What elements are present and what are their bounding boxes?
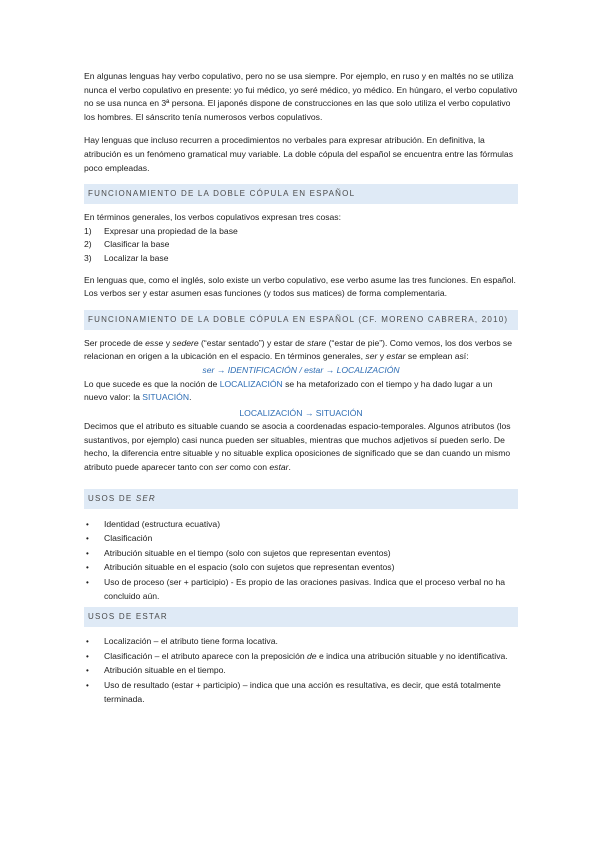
section1-paragraph: En lenguas que, como el inglés, solo existe un verbo copulativo, ese verbo asume las tres funciones. En español. Los verbos ser y estar asumen esas funciones (y todos sus matices) de forma complementaria. [84,274,516,299]
list-item: • Atribución situable en el tiempo. [84,664,518,678]
bullet-icon: • [86,563,89,573]
list-item: • Uso de resultado (estar + participio) – indica que una acción es resultativa, es decir, que está totalmente terminada. [86,680,501,704]
formula-localizacion-situacion: LOCALIZACIÓN → SITUACIÓN [239,407,363,418]
bullet-icon: • [86,548,89,558]
list-item: • Identidad (estructura ecuativa) [84,518,518,532]
list-item: • Clasificación – el atributo aparece con la preposición de e indica una atribución situable y no identificativa. [84,650,518,664]
formula-ser-estar: ser → IDENTIFICACIÓN / estar → LOCALIZACIÓN [202,364,400,375]
intro-paragraph-1: En algunas lenguas hay verbo copulativo, pero no se usa siempre. Por ejemplo, en ruso y en maltés no se utiliza nunca el verbo copulativo en presente: yo fui médico, yo seré médico, yo médico. En húngaro, el verbo copulativo no se usa nunca en 3ª persona. El japonés dispone de construcciones en las que solo utiliza el verbo copulativo los hombres. El sánscrito tenía numerosos verbos copulativos. [84,71,518,122]
bullet-icon: • [86,651,89,661]
situacion-term: SITUACIÓN [142,392,190,403]
section-heading-moreno-cabrera: FUNCIONAMIENTO DE LA DOBLE CÓPULA EN ESPAÑOL (CF. MORENO CABRERA, 2010) [84,310,518,330]
document-page [84,70,518,707]
section2-paragraph-3: Decimos que el atributo es situable cuando se asocia a coordenadas espacio-temporales. Algunos atributos (los sustantivos, por ejemplo) casi nunca pueden ser situables, mientras que muchos adjetivos sí pueden serlo. De hecho, la diferencia entre situable y no situable explica oposiciones de significado que se dan cuando un mismo atributo puede aparecer tanto con ser como con estar. [84,421,511,473]
numbered-list [84,225,518,266]
localizacion-term: LOCALIZACIÓN [219,378,283,389]
section2-paragraph-1: Ser procede de esse y sedere (“estar sentado”) y estar de stare (“estar de pie”). Como vemos, los dos verbos se relacionan en origen a la ubicación en el espacio. En términos generales, ser y estar se emplean así: [84,337,512,362]
section1-lead: En términos generales, los verbos copulativos expresan tres cosas: [84,212,341,223]
bullet-icon: • [86,519,89,529]
section-heading-doble-copula: FUNCIONAMIENTO DE LA DOBLE CÓPULA EN ESPAÑOL [84,184,518,204]
usos-estar-list [84,635,518,706]
list-item: • Atribución situable en el tiempo (solo con sujetos que representan eventos) [84,547,518,561]
section-heading-usos-ser: USOS DE SER [84,489,518,509]
section2-paragraph-2: Lo que sucede es que la noción de LOCALIZACIÓN se ha metaforizado con el tiempo y ha dado lugar a un nuevo valor: la SITUACIÓN. [84,378,493,403]
bullet-icon: • [86,681,89,690]
list-item: 1) Expresar una propiedad de la base [84,225,238,236]
list-item: • Atribución situable en el espacio (solo con sujetos que representan eventos) [84,561,518,575]
section-heading-usos-estar: USOS DE ESTAR [84,607,518,627]
usos-ser-list [84,518,518,604]
list-item: • Clasificación [84,532,518,546]
bullet-icon: • [86,666,89,676]
list-item: • Uso de proceso (ser + participio) - Es propio de las oraciones pasivas. Indica que el proceso verbal no ha concluido aún. [86,577,506,601]
list-item: • Localización – el atributo tiene forma locativa. [84,635,518,649]
bullet-icon: • [86,534,89,544]
intro-paragraph-2: Hay lenguas que incluso recurren a procedimientos no verbales para expresar atribución. En definitiva, la atribución es un fenómeno gramatical muy variable. La doble cópula del español se encuentra entre las fórmulas poco empleadas. [84,135,513,173]
bullet-icon: • [86,578,89,588]
bullet-icon: • [86,637,89,647]
list-item: 3) Localizar la base [84,252,169,263]
list-item: 2) Clasificar la base [84,239,170,250]
